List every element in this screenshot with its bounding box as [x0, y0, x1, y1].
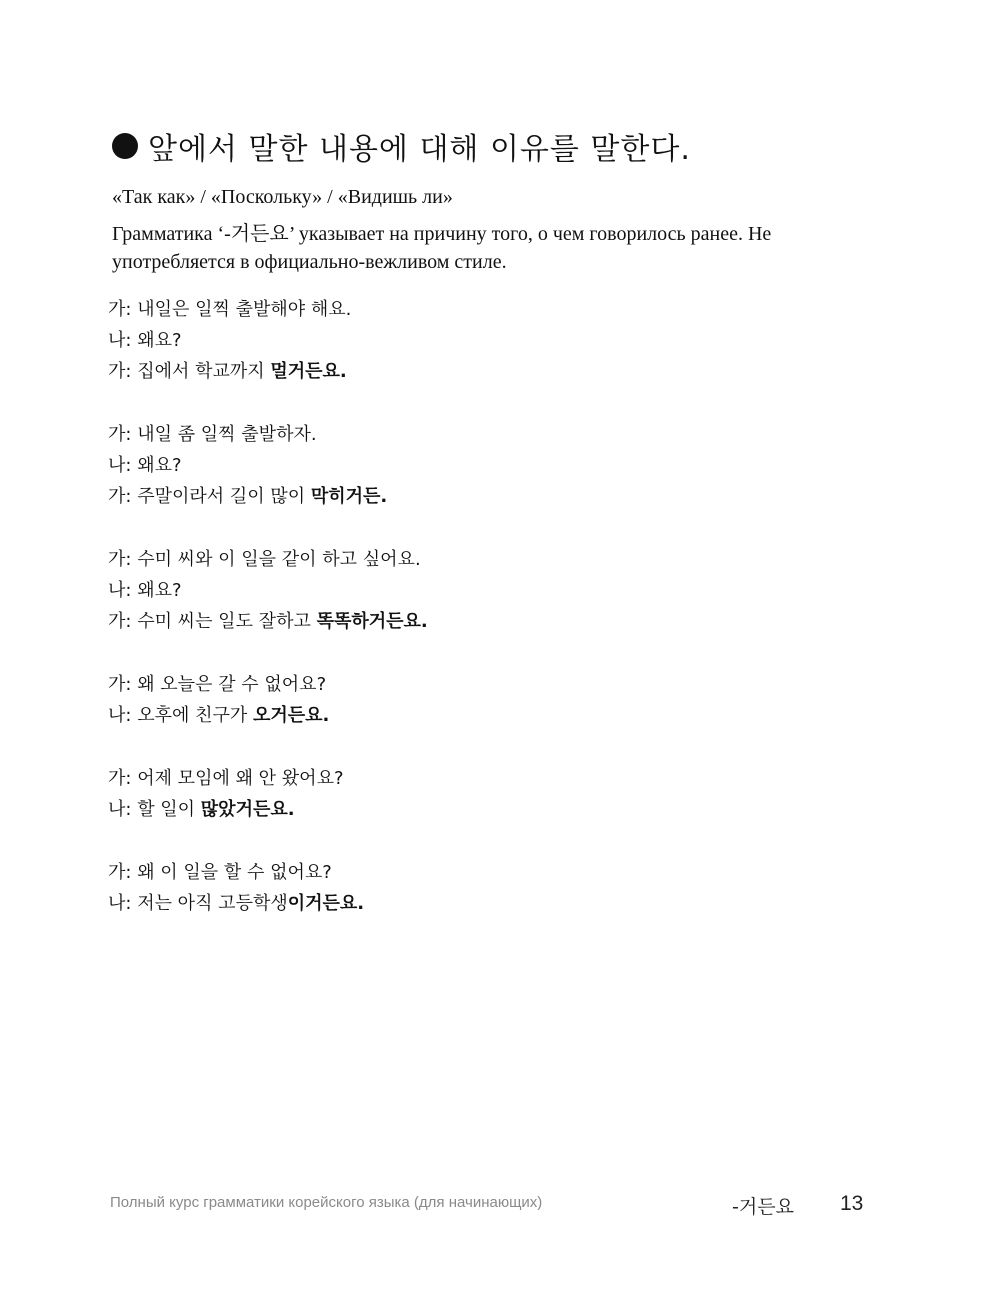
- speaker-label: 나:: [108, 330, 132, 351]
- sentence-text: 저는 아직 고등학생: [137, 893, 288, 914]
- grammar-highlight: 많았거든요: [200, 799, 288, 820]
- sentence-text: 할 일이: [137, 799, 201, 820]
- speaker-label: 나:: [108, 705, 132, 726]
- sentence-text: 내일은 일찍 출발해야 해요.: [137, 299, 352, 320]
- grammar-highlight: 멀거든요: [270, 361, 340, 382]
- speaker-label: 가:: [108, 611, 132, 632]
- speaker-label: 가:: [108, 674, 132, 695]
- dialog-line: [108, 888, 888, 919]
- footer-course-title: Полный курс грамматики корейского языка (для начинающих): [110, 1194, 543, 1211]
- example-dialog: [108, 763, 888, 825]
- sentence-text: 수미 씨는 일도 잘하고: [137, 611, 317, 632]
- speaker-label: 가:: [108, 299, 132, 320]
- speaker-label: 나:: [108, 893, 132, 914]
- grammar-highlight: 막히거든: [310, 486, 381, 507]
- sentence-end: .: [339, 361, 347, 382]
- example-dialog: [108, 669, 888, 731]
- dialog-line: [108, 450, 888, 481]
- dialog-line: [108, 419, 888, 450]
- grammar-highlight: 똑똑하거든요: [316, 611, 421, 632]
- speaker-label: 가:: [108, 549, 132, 570]
- footer-grammar-point: -거든요: [732, 1196, 794, 1218]
- grammar-highlight: 이거든요: [287, 893, 358, 914]
- speaker-label: 나:: [108, 455, 132, 476]
- meaning-translations: «Так как» / «Поскольку» / «Видишь ли»: [112, 186, 453, 208]
- example-dialog: [108, 419, 888, 512]
- grammar-highlight: 오거든요: [252, 705, 323, 726]
- bullet-icon: [112, 133, 138, 159]
- section-heading: [112, 124, 691, 168]
- sentence-text: 수미 씨와 이 일을 같이 하고 싶어요.: [137, 549, 421, 570]
- speaker-label: 가:: [108, 424, 132, 445]
- sentence-text: 왜요?: [137, 455, 182, 476]
- sentence-end: .: [357, 893, 365, 914]
- page-number: 13: [840, 1192, 864, 1215]
- sentence-text: 어제 모임에 왜 안 왔어요?: [137, 768, 344, 789]
- dialog-line: [108, 356, 888, 387]
- speaker-label: 가:: [108, 486, 132, 507]
- dialog-line: [108, 325, 888, 356]
- sentence-text: 왜요?: [137, 330, 182, 351]
- dialog-line: [108, 857, 888, 888]
- speaker-label: 가:: [108, 361, 132, 382]
- sentence-text: 내일 좀 일찍 출발하자.: [137, 424, 317, 445]
- sentence-end: .: [380, 486, 388, 507]
- dialog-line: [108, 481, 888, 512]
- dialog-line: [108, 575, 888, 606]
- sentence-end: .: [287, 799, 295, 820]
- sentence-end: .: [420, 611, 428, 632]
- dialog-line: [108, 544, 888, 575]
- dialog-line: [108, 763, 888, 794]
- page-footer: [110, 1192, 870, 1216]
- speaker-label: 가:: [108, 862, 132, 883]
- dialog-line: [108, 700, 888, 731]
- sentence-text: 왜 오늘은 갈 수 없어요?: [137, 674, 327, 695]
- dialog-line: [108, 606, 888, 637]
- sentence-text: 오후에 친구가: [137, 705, 253, 726]
- grammar-description: Грамматика ‘-거든요’ указывает на причину того, о чем говорилось ранее. Не употребляется в официально-вежливом стиле.: [112, 223, 772, 273]
- sentence-text: 주말이라서 길이 많이: [137, 486, 311, 507]
- heading-text: 앞에서 말한 내용에 대해 이유를 말한다.: [148, 132, 691, 167]
- example-dialogs: [108, 294, 888, 951]
- sentence-text: 왜요?: [137, 580, 182, 601]
- example-dialog: [108, 857, 888, 919]
- speaker-label: 나:: [108, 799, 132, 820]
- dialog-line: [108, 794, 888, 825]
- example-dialog: [108, 294, 888, 387]
- sentence-end: .: [322, 705, 330, 726]
- sentence-text: 집에서 학교까지: [137, 361, 271, 382]
- dialog-line: [108, 669, 888, 700]
- dialog-line: [108, 294, 888, 325]
- speaker-label: 가:: [108, 768, 132, 789]
- speaker-label: 나:: [108, 580, 132, 601]
- example-dialog: [108, 544, 888, 637]
- sentence-text: 왜 이 일을 할 수 없어요?: [137, 862, 332, 883]
